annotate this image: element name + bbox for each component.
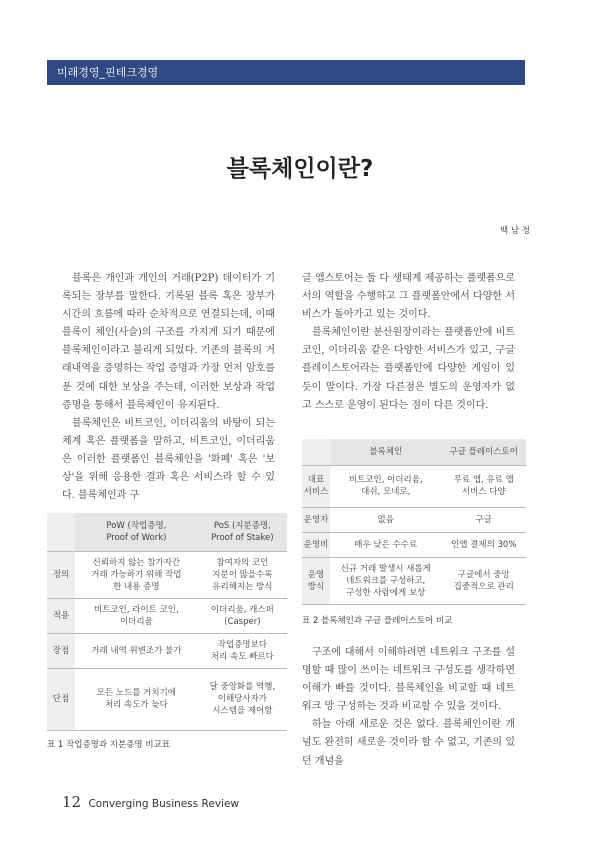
table-header-cell: 블록체인 [330, 439, 441, 465]
table-header-cell [302, 439, 330, 465]
table-row [47, 633, 287, 668]
paragraph: 블록체인은 비트코인, 이더리움의 바탕이 되는 체계 혹은 플랫폼을 말하고, 비트코인, 이더리움은 이러한 플랫폼인 블록체인을 '화폐' 혹은 '보상'을 위해 응용한 결과 혹은 서비스라 할 수 있다. 블록체인과 구 [62, 417, 275, 502]
table-row-header: 단점 [47, 668, 75, 730]
magazine-name: Converging Business Review [88, 798, 239, 810]
table-row-header: 적용 [47, 598, 75, 633]
table-row-header: 장점 [47, 633, 75, 668]
table-cell: 모든 노드를 거치기에 처리 속도가 늦다 [75, 668, 198, 730]
table-row-header: 운영자 [302, 507, 330, 532]
section-label: 미래경영_핀테크경영 [57, 66, 159, 79]
section-header-bar [47, 60, 525, 85]
table-header-cell: PoS (지분증명, Proof of Stake) [198, 513, 287, 551]
table-header-cell: PoW (작업증명, Proof of Work) [75, 513, 198, 551]
table-cell: 무료 앱, 유료 앱 서비스 다양 [441, 465, 526, 507]
table2-caption: 표 2 블록체인과 구글 플레이스토어 비교 [302, 616, 453, 626]
table-cell: 신규 거래 발생시 새롭게 네트워크를 구성하고, 구성한 사람에게 보상 [330, 557, 441, 604]
table-row-header: 대표 서비스 [302, 465, 330, 507]
page-footer [62, 793, 239, 811]
paragraph: 하늘 아래 새로운 것은 없다. 블록체인이란 개념도 완전히 새로운 것이라 할 수 없고, 기존의 있던 개념을 [302, 719, 515, 767]
table-header-cell [47, 513, 75, 551]
table-cell: 거래 내역 위변조가 불가 [75, 633, 198, 668]
table-row-header: 정의 [47, 551, 75, 598]
blockchain-playstore-comparison-table [302, 439, 526, 605]
right-column [302, 270, 515, 415]
table-cell: 이더리움, 캐스퍼 (Casper) [198, 598, 287, 633]
pow-pos-comparison-table [47, 513, 287, 731]
table-row [302, 557, 526, 604]
table-row [47, 551, 287, 598]
table-row [47, 598, 287, 633]
article-title: 블록체인이란? [226, 156, 374, 182]
table-cell: 비트코인, 라이트 코인, 이더리움 [75, 598, 198, 633]
paragraph: 블록은 개인과 개인의 거래(P2P) 데이터가 기록되는 장부를 말한다. 기록된 블록 혹은 장부가 시간의 흐름에 따라 순차적으로 연결되는데, 이때 블록이 체인(사슬)의 구조를 가지게 되기 때문에 블록체인이라고 불리게 되었다. 기존의 블록의 거래내역을 증명하는 작업 증명과 가장 먼저 암호를 푼 것에 대한 보상을 주는데, 이러한 보상과 작업증명을 통해서 블록체인이 유지된다. [62, 273, 275, 411]
table-cell: 작업증명보다 처리 속도 빠르다 [198, 633, 287, 668]
table-cell: 달 중앙화를 역행, 이해당사자가 시스템을 제어함 [198, 668, 287, 730]
table-row-header: 운영비 [302, 532, 330, 557]
page-number: 12 [62, 793, 82, 811]
table-row [302, 507, 526, 532]
table-cell: 인앱 결제의 30% [441, 532, 526, 557]
table-cell: 구글에서 중앙 집중적으로 관리 [441, 557, 526, 604]
table-cell: 없음 [330, 507, 441, 532]
left-column [62, 270, 275, 505]
paragraph: 글 앱스토어는 둘 다 생태계 제공하는 플랫폼으로서의 역할을 수행하고 그 플랫폼안에서 다양한 서비스가 돌아가고 있는 것이다. [302, 273, 515, 321]
table-row [47, 668, 287, 730]
table-row [302, 465, 526, 507]
table-row [302, 532, 526, 557]
table-cell: 참여자의 코인 지분이 많을수록 유리해지는 방식 [198, 551, 287, 598]
table-header-cell: 구글 플레이스토어 [441, 439, 526, 465]
table-cell: 매우 낮은 수수료 [330, 532, 441, 557]
table-cell: 비트코인, 이더리움, 대쉬, 모네로, [330, 465, 441, 507]
table1-caption: 표 1 작업증명과 지분증명 비교표 [47, 740, 170, 750]
table-row-header: 운영 방식 [302, 557, 330, 604]
table-cell: 구글 [441, 507, 526, 532]
author-name: 백 남 정 [499, 226, 530, 236]
table-cell: 신뢰하지 않는 참가자간 거래 가능하기 위해 작업 한 내용 증명 [75, 551, 198, 598]
paragraph: 구조에 대해서 이해하려면 네트워크 구조를 설명할 때 많이 쓰이는 네트워크 구성도를 생각하면 이해가 빠를 것이다. 블록체인을 비교할 때 네트워크 망 구성하는 것과 비교할 수 있을 것이다. [302, 647, 515, 713]
right-column-bottom [302, 644, 515, 771]
paragraph: 블록체인이란 분산원장이라는 플랫폼안에 비트코인, 이더리움 같은 다양한 서비스가 있고, 구글 플레이스토어라는 플랫폼안에 다양한 게임이 있듯이 말이다. 가장 다른점은 별도의 운영자가 없고 스스로 운영이 된다는 점이 다른 것이다. [302, 327, 515, 411]
